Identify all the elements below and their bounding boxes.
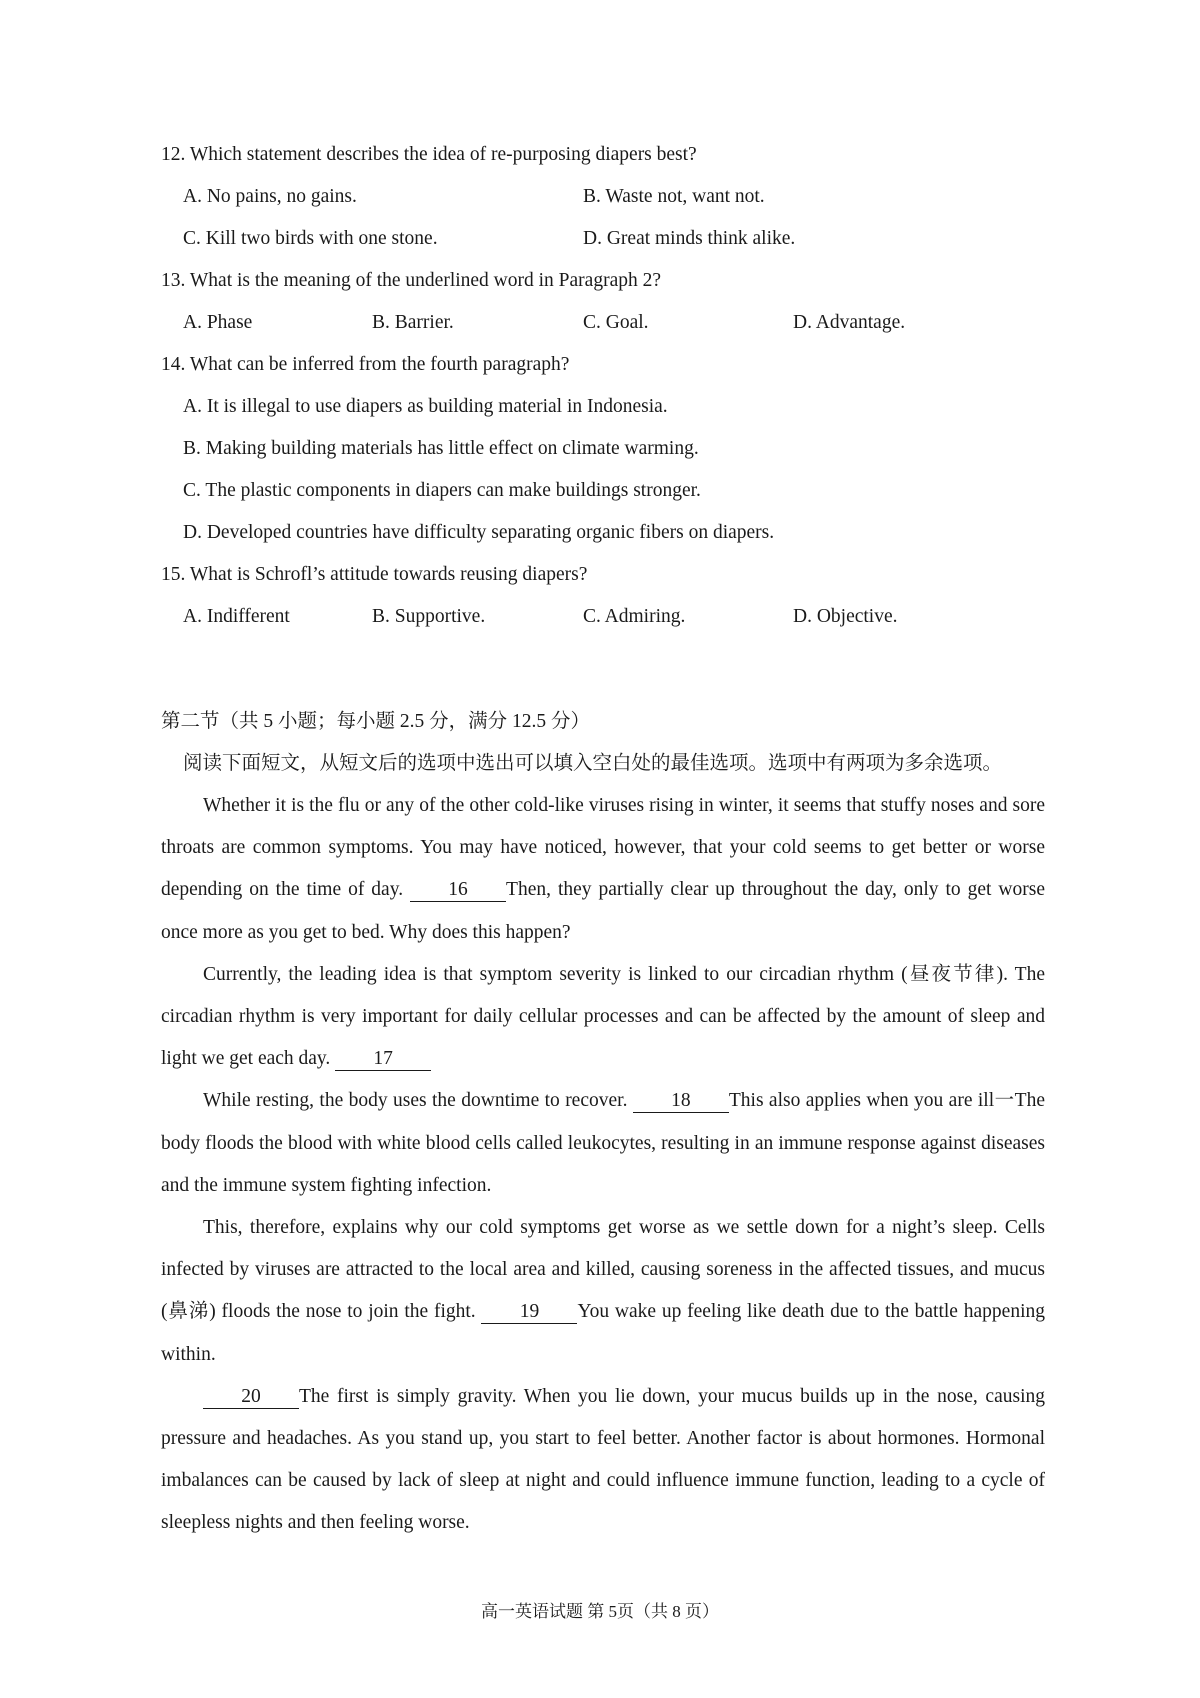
option-d: D. Great minds think alike. (583, 228, 796, 249)
option-a: A. Phase (183, 312, 253, 333)
passage-paragraph-5 (161, 1376, 1045, 1545)
blank-20: 20 (203, 1386, 299, 1409)
option-row (161, 176, 1061, 218)
section-instruction: 阅读下面短文，从短文后的选项中选出可以填入空白处的最佳选项。选项中有两项为多余选项。 (183, 753, 1003, 774)
reading-passage (161, 785, 1045, 1545)
option-b: B. Barrier. (372, 312, 454, 333)
option-c: C. Kill two birds with one stone. (183, 228, 438, 249)
question-stem: 14. What can be inferred from the fourth paragraph? (161, 354, 570, 375)
paragraph-text: Whether it is the flu or any of the other cold-like viruses rising in winter, it seems that stuffy noses and sore throats are common symptoms. You may have noticed, however, that your cold seems to get better or worse depending on the time of day. (161, 795, 1045, 901)
option-row (161, 596, 1061, 638)
paragraph-text: This also applies when you are ill一The body floods the blood with white blood cells called leukocytes, resulting in an immune response against diseases and the immune system fighting infection. (161, 1090, 1045, 1196)
option-c: C. Admiring. (583, 606, 686, 627)
question-12 (161, 134, 1061, 260)
question-stem: 12. Which statement describes the idea of re-purposing diapers best? (161, 144, 697, 165)
blank-19: 19 (481, 1301, 577, 1324)
paragraph-text: Currently, the leading idea is that symptom severity is linked to our circadian rhythm (昼夜节律). The circadian rhythm is very important for daily cellular processes and can be affected by the amount of sleep and light we get each day. (161, 963, 1045, 1070)
section-title: 第二节（共 5 小题；每小题 2.5 分，满分 12.5 分） (161, 711, 591, 732)
option-d: D. Developed countries have difficulty separating organic fibers on diapers. (183, 522, 775, 543)
question-14 (161, 344, 1061, 554)
passage-paragraph-2 (161, 954, 1045, 1081)
blank-17: 17 (335, 1048, 431, 1071)
paragraph-text: The first is simply gravity. When you lie down, your mucus builds up in the nose, causing pressure and headaches. As you stand up, you start to feel better. Another factor is about hormones. Hormonal imbalances can be caused by lack of sleep at night and could influence immune function, leading to a cycle of sleepless nights and then feeling worse. (161, 1385, 1045, 1534)
paragraph-text: You wake up feeling like death due to the battle happening within. (161, 1301, 1045, 1365)
option-b: B. Supportive. (372, 606, 486, 627)
option-d: D. Advantage. (793, 312, 906, 333)
option-row (161, 302, 1061, 344)
option-c: C. Goal. (583, 312, 649, 333)
page-footer: 高一英语试题 第 5页（共 8 页） (481, 1602, 719, 1621)
passage-paragraph-1 (161, 785, 1045, 954)
question-15 (161, 554, 1061, 638)
passage-paragraph-3 (161, 1080, 1045, 1207)
blank-16: 16 (410, 879, 506, 902)
option-a: A. Indifferent (183, 606, 290, 627)
paragraph-text: While resting, the body uses the downtime to recover. (203, 1090, 633, 1112)
option-d: D. Objective. (793, 606, 898, 627)
option-row (161, 218, 1061, 260)
paragraph-text: Then, they partially clear up throughout the day, only to get worse once more as you get to bed. Why does this happen? (161, 879, 1045, 943)
option-a: A. It is illegal to use diapers as building material in Indonesia. (183, 396, 668, 417)
passage-paragraph-4 (161, 1207, 1045, 1376)
blank-18: 18 (633, 1090, 729, 1113)
option-a: A. No pains, no gains. (183, 186, 357, 207)
option-c: C. The plastic components in diapers can make buildings stronger. (183, 480, 701, 501)
paragraph-text: This, therefore, explains why our cold symptoms get worse as we settle down for a night’s sleep. Cells infected by viruses are attracted to the local area and killed, causing soreness in the affected tissues, and mucus (鼻涕) floods the nose to join the fight. (161, 1217, 1045, 1323)
question-stem: 13. What is the meaning of the underlined word in Paragraph 2? (161, 270, 662, 291)
question-13 (161, 260, 1061, 344)
option-b: B. Making building materials has little effect on climate warming. (183, 438, 699, 459)
option-b: B. Waste not, want not. (583, 186, 765, 207)
question-stem: 15. What is Schrofl’s attitude towards reusing diapers? (161, 564, 588, 585)
